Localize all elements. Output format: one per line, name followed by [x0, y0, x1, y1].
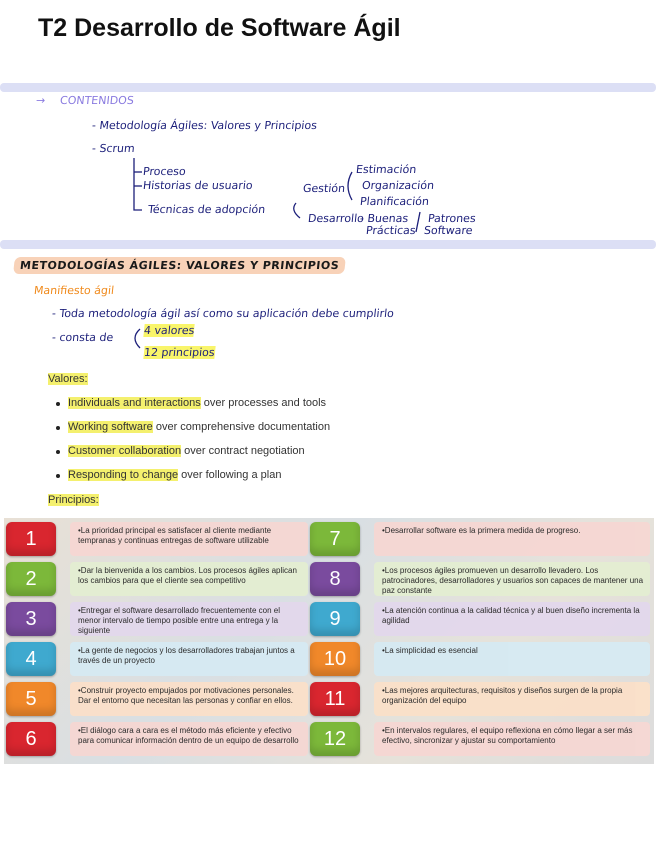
- scrum-sub-tecnicas: Técnicas de adopción: [147, 203, 266, 216]
- principle-row: [310, 562, 650, 597]
- manifiesto-heading: Manifiesto ágil: [33, 284, 115, 297]
- principle-text: •El diálogo cara a cara es el método más eficiente y efectivo para comunicar información dentro de un equipo de desarrollo: [70, 722, 308, 756]
- consta-de: - consta de: [51, 331, 114, 344]
- principle-row: [310, 642, 650, 677]
- principle-number: 9: [310, 602, 360, 636]
- principle-number: 3: [6, 602, 56, 636]
- principle-row: [6, 722, 308, 757]
- principle-text: •La prioridad principal es satisfacer al cliente mediante tempranas y continuas entregas de software utilizable: [70, 522, 308, 556]
- principle-number: 2: [6, 562, 56, 596]
- valores-label: Valores:: [48, 373, 88, 385]
- principle-row: [310, 602, 650, 637]
- desarrollo-label: Desarrollo: [307, 212, 365, 225]
- principle-row: [310, 722, 650, 757]
- principle-text: •La atención continua a la calidad técnica y al buen diseño incrementa la agilidad: [374, 602, 650, 636]
- principle-number: 1: [6, 522, 56, 556]
- principle-text: •Los procesos ágiles promueven un desarrollo llevadero. Los patrocinadores, desarrolladores y usuarios son capaces de mantener una paz constante: [374, 562, 650, 596]
- manifiesto-line: - Toda metodología ágil así como su aplicación debe cumplirlo: [51, 307, 395, 320]
- principle-number: 7: [310, 522, 360, 556]
- principle-text: •La simplicidad es esencial: [374, 642, 650, 676]
- principle-text: •Las mejores arquitecturas, requisitos y diseños surgen de la propia organización del equipo: [374, 682, 650, 716]
- desarrollo-patrones: Patrones: [427, 212, 477, 225]
- section-heading: METODOLOGÍAS ÁGILES: VALORES Y PRINCIPIOS: [13, 259, 346, 272]
- principle-text: •Construir proyecto empujados por motivaciones personales. Dar el entorno que necesitan las personas y confiar en ellos.: [70, 682, 308, 716]
- principios-label: Principios:: [48, 494, 99, 506]
- bullet-dot: [56, 474, 60, 478]
- principle-row: [310, 522, 650, 557]
- valor-item-3: Customer collaboration over contract negotiation: [68, 445, 305, 457]
- principle-number: 6: [6, 722, 56, 756]
- principle-row: [6, 602, 308, 637]
- scrum-sub-proceso: Proceso: [142, 165, 187, 178]
- desarrollo-buenas: - Buenas: [359, 212, 409, 225]
- contenidos-item-scrum: - Scrum: [91, 142, 136, 155]
- principle-text: •Dar la bienvenida a los cambios. Los procesos ágiles aplican los cambios para que el cliente sea competitivo: [70, 562, 308, 596]
- gestion-item-estimacion: Estimación: [355, 163, 417, 176]
- desarrollo-software: Software: [423, 224, 474, 237]
- valores-count: 4 valores: [143, 324, 195, 337]
- principios-count: 12 principios: [143, 346, 216, 359]
- principle-number: 12: [310, 722, 360, 756]
- principle-row: [6, 682, 308, 717]
- page-title: T2 Desarrollo de Software Ágil: [38, 14, 401, 42]
- scrum-sub-historias: Historias de usuario: [142, 179, 254, 192]
- principle-number: 8: [310, 562, 360, 596]
- bullet-dot: [56, 426, 60, 430]
- consta-bracket: [0, 0, 656, 380]
- principle-text: •Entregar el software desarrollado frecuentemente con el menor intervalo de tiempo posible entre una entrega y la siguiente: [70, 602, 308, 636]
- principles-grid: [4, 518, 654, 764]
- valor-item-4: Responding to change over following a plan: [68, 469, 282, 481]
- principle-number: 11: [310, 682, 360, 716]
- principle-row: [6, 562, 308, 597]
- bullet-dot: [56, 450, 60, 454]
- principle-number: 4: [6, 642, 56, 676]
- valor-item-1: Individuals and interactions over processes and tools: [68, 397, 327, 409]
- contenidos-item-metodologia: - Metodología Ágiles: Valores y Principios: [91, 119, 318, 132]
- valor-item-2: Working software over comprehensive documentation: [68, 421, 331, 433]
- desarrollo-practicas: Prácticas: [365, 224, 417, 237]
- principle-number: 10: [310, 642, 360, 676]
- principle-row: [6, 642, 308, 677]
- principle-row: [310, 682, 650, 717]
- bullet-dot: [56, 402, 60, 406]
- gestion-item-planificacion: Planificación: [359, 195, 430, 208]
- principle-text: •La gente de negocios y los desarrolladores trabajan juntos a través de un proyecto: [70, 642, 308, 676]
- principle-number: 5: [6, 682, 56, 716]
- principle-row: [6, 522, 308, 557]
- gestion-item-organizacion: Organización: [361, 179, 435, 192]
- principle-text: •En intervalos regulares, el equipo reflexiona en cómo llegar a ser más efectivo, sincronizar y ajustar su comportamiento: [374, 722, 650, 756]
- principle-text: •Desarrollar software es la primera medida de progreso.: [374, 522, 650, 556]
- contenidos-heading: CONTENIDOS: [59, 94, 135, 107]
- contenidos-arrow: →: [35, 94, 46, 107]
- gestion-label: Gestión: [302, 182, 346, 195]
